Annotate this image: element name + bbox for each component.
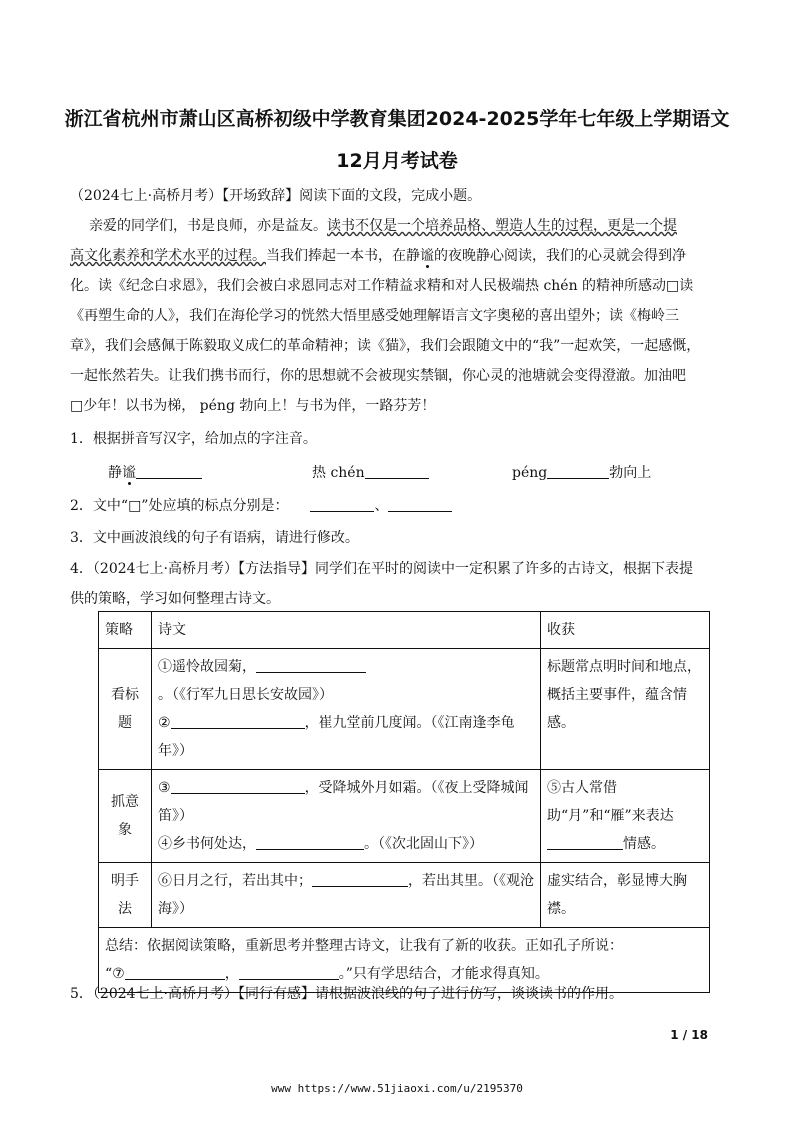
question-4-line2: 供的策略，学习如何整理古诗文。 <box>70 591 280 607</box>
page-number: 1 / 18 <box>670 1028 708 1042</box>
answer-blank[interactable] <box>239 965 339 980</box>
q1-a-text: 静 <box>108 465 122 481</box>
answer-blank[interactable] <box>310 497 374 512</box>
q2-text: 2．文中“□”处应填的标点分别是： <box>70 498 289 514</box>
strategy-cell: 抓意象 <box>99 770 152 863</box>
q1-c-text-post: 勃向上 <box>609 465 652 481</box>
answer-blank[interactable] <box>388 497 452 512</box>
q2-separator: 、 <box>374 498 389 514</box>
q1-c-text: péng <box>512 465 548 481</box>
answer-blank[interactable] <box>256 658 366 673</box>
table-row <box>99 770 710 863</box>
table-row <box>99 863 710 928</box>
header-strategy: 策略 <box>99 612 152 649</box>
q1-item-c <box>512 462 651 482</box>
summary-text: 。”只有学思结合，才能求得真知。 <box>338 966 549 982</box>
answer-blank[interactable] <box>365 464 429 479</box>
passage-line-7: □少年！以书为梯， péng 勃向上！与书为伴，一路芬芳！ <box>70 398 436 414</box>
q1-item-b <box>312 462 429 482</box>
poem-text: ①遥怜故园菊， <box>158 659 256 675</box>
gain-cell: 虚实结合，彰显博大胸襟。 <box>541 863 710 928</box>
answer-blank[interactable] <box>256 835 364 850</box>
gain-cell: 标题常点明时间和地点，概括主要事件，蕴含情感。 <box>541 649 710 770</box>
header-poem: 诗文 <box>152 612 541 649</box>
poem-text: 。（《行军九日思长安故园》） <box>158 687 333 703</box>
poem-text: ⑥日月之行，若出其中； <box>158 873 312 889</box>
dotted-char: 谧 <box>420 248 434 264</box>
answer-blank[interactable] <box>125 965 225 980</box>
answer-blank[interactable] <box>547 464 609 479</box>
question-2 <box>70 495 452 515</box>
wavy-sentence: 高文化素养和学术水平的过程。 <box>70 248 266 264</box>
summary-text: 总结：依据阅读策略，重新思考并整理古诗文，让我有了新的收获。正如孔子所说： <box>105 938 623 954</box>
table-row <box>99 649 710 770</box>
poetry-strategy-table <box>98 611 710 993</box>
answer-blank[interactable] <box>171 779 305 794</box>
answer-blank[interactable] <box>136 464 202 479</box>
passage-text: 当我们捧起一本书，在静 <box>266 248 420 264</box>
gain-text: 情感。 <box>623 836 665 852</box>
poem-text: ③ <box>158 780 171 796</box>
strategy-cell: 明手法 <box>99 863 152 928</box>
passage-line-4: 《再塑生命的人》，我们在海伦学习的恍然大悟里感受她理解语言文字奥秘的喜出望外；读《梅岭三 <box>70 308 679 324</box>
answer-blank[interactable] <box>312 872 408 887</box>
poem-text: ④乡书何处达， <box>158 836 256 852</box>
question-3: 3．文中画波浪线的句子有语病，请进行修改。 <box>70 530 359 546</box>
doc-title-line2: 12月月考试卷 <box>336 150 458 172</box>
poem-cell <box>152 863 541 928</box>
poem-text: ② <box>158 715 171 731</box>
passage-text: 亲爱的同学们，书是良师，亦是益友。 <box>89 218 327 234</box>
dotted-char: 谧 <box>122 465 136 481</box>
q1-item-a <box>108 462 202 482</box>
question-5: 5．（2024七上·高桥月考）【同行有感】请根据波浪线的句子进行仿写，谈谈读书的作用。 <box>70 986 623 1002</box>
strategy-cell: 看标题 <box>99 649 152 770</box>
poem-cell <box>152 649 541 770</box>
table-header-row <box>99 612 710 649</box>
poem-cell <box>152 770 541 863</box>
summary-text: “⑦ <box>105 966 125 982</box>
answer-blank[interactable] <box>547 835 623 850</box>
passage-line-3: 化。读《纪念白求恩》，我们会被白求恩同志对工作精益求精和对人民极端热 chén 的精神所感动□读 <box>70 278 694 294</box>
passage-line-1 <box>89 215 677 235</box>
poem-text: ，受降城外月如霜。（《夜上受降城闻笛》） <box>158 780 529 824</box>
passage-text: 的夜晚静心阅读，我们的心灵就会得到净 <box>434 248 686 264</box>
poem-text: ，崔九堂前几度闻。（《江南逢李龟年》） <box>158 715 515 759</box>
question-1: 1．根据拼音写汉字，给加点的字注音。 <box>70 431 317 447</box>
intro-text: （2024七上·高桥月考）【开场致辞】阅读下面的文段，完成小题。 <box>70 188 482 204</box>
question-4-line1: 4．（2024七上·高桥月考）【方法指导】同学们在平时的阅读中一定积累了许多的古诗文，根据下表提 <box>70 561 693 577</box>
header-gain: 收获 <box>541 612 710 649</box>
passage-line-5: 章》，我们会感佩于陈毅取义成仁的革命精神；读《猫》，我们会跟随文中的“我”一起欢笑，一起感慨， <box>70 338 701 354</box>
poem-text: ，若出其里。（《观沧海》） <box>158 873 534 917</box>
footer-url[interactable]: www https://www.51jiaoxi.com/u/2195370 <box>271 1082 523 1095</box>
passage-line-2 <box>70 245 686 265</box>
gain-text: ⑤古人常借助“月”和“雁”来表达 <box>547 780 674 824</box>
poem-text: 。（《次北固山下》） <box>364 836 483 852</box>
passage-line-6: 一起怅然若失。让我们携书而行，你的思想就不会被现实禁锢，你心灵的池塘就会变得澄澈。加油吧 <box>70 368 686 384</box>
answer-blank[interactable] <box>171 714 305 729</box>
q1-b-text: 热 chén <box>312 465 365 481</box>
summary-text: ， <box>224 966 239 982</box>
gain-cell <box>541 770 710 863</box>
doc-title-line1: 浙江省杭州市萧山区高桥初级中学教育集团2024-2025学年七年级上学期语文 <box>64 108 730 130</box>
wavy-sentence: 读书不仅是一个培养品格、塑造人生的过程，更是一个提 <box>327 218 677 234</box>
